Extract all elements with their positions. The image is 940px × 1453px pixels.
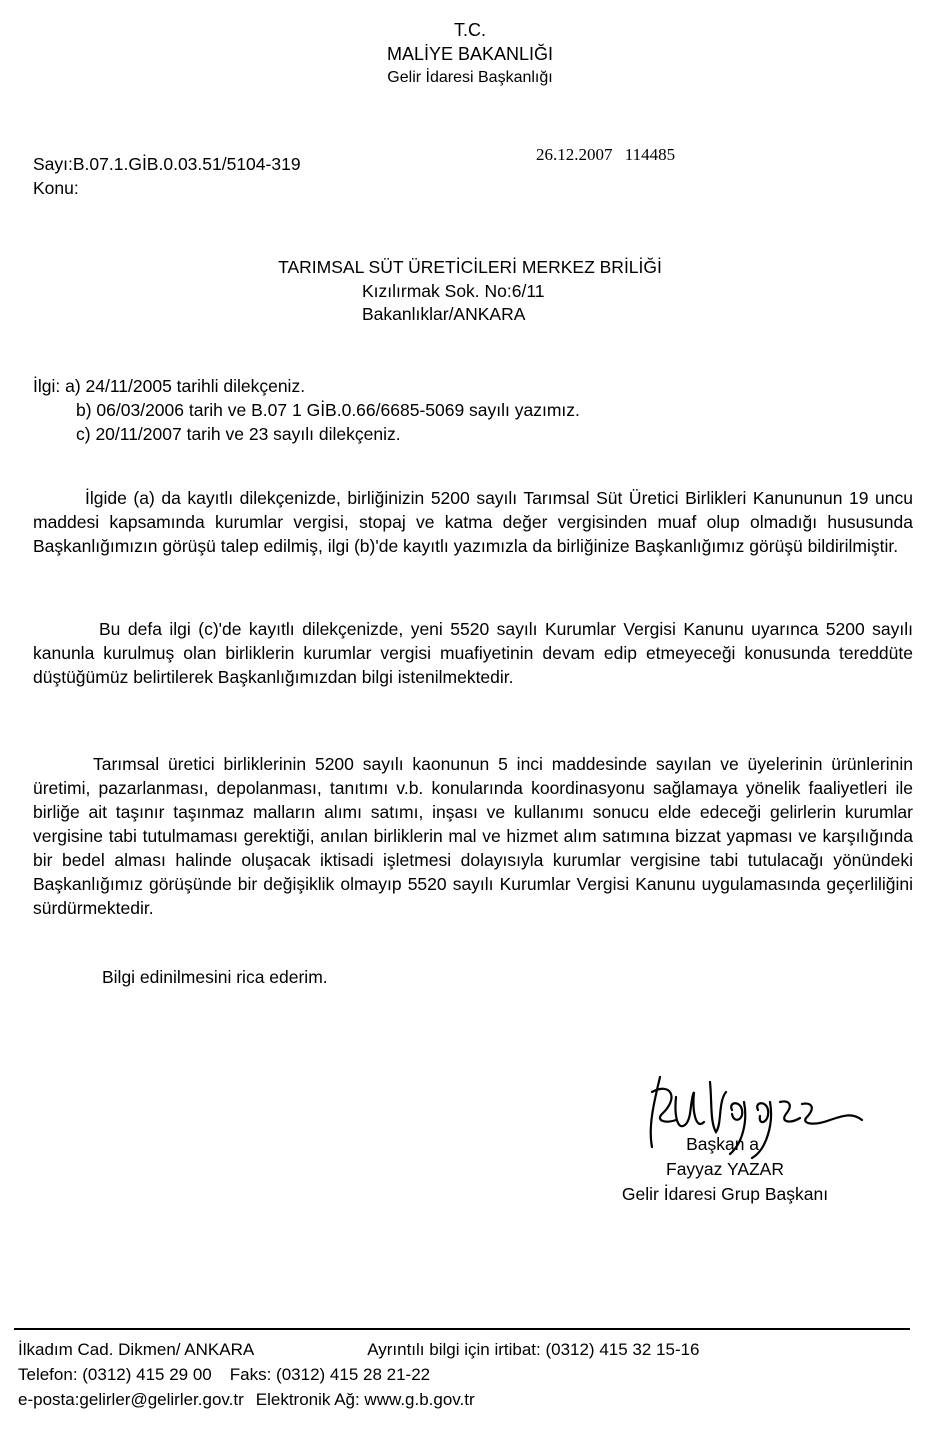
recipient-address-street: Kızılırmak Sok. No:6/11 [362, 280, 545, 301]
recipient-name: TARIMSAL SÜT ÜRETİCİLERİ MERKEZ BRİLİĞİ [278, 257, 662, 277]
footer-website[interactable]: Elektronik Ağ: www.g.b.gov.tr [255, 1390, 475, 1409]
reference-a: İlgi: a) 24/11/2005 tarihli dilekçeniz. [33, 376, 306, 396]
letterhead-ministry: MALİYE BAKANLIĞI [386, 44, 554, 64]
letterhead-department: Gelir İdaresi Başkanlığı [387, 69, 553, 86]
letterhead-line-tc: T.C. [453, 20, 486, 40]
footer-contact [18, 1337, 700, 1412]
paragraph-text: Bu defa ilgi (c)'de kayıtlı dilekçenizde, yeni 5520 sayılı Kurumlar Vergisi Kanunu uyarınca 5200 sayılı kanunla kurulmuş olan birliklerin kurumlar vergisi muafiyetinin devam edip etmeyeceği konusunda tereddüte düştüğümüz belirtilerek Başkanlığımızdan bilgi istenilmektedir. [33, 619, 913, 687]
reference-number: Sayı:B.07.1.GİB.0.03.51/5104-319 [33, 154, 301, 174]
closing-line: Bilgi edinilmesini rica ederim. [102, 967, 328, 987]
signature-block [580, 1132, 870, 1207]
date-stamp: 26.12.2007 114485 [536, 145, 676, 164]
footer-fax: Faks: (0312) 415 28 21-22 [229, 1365, 431, 1384]
paragraph-text: İlgide (a) da kayıtlı dilekçenizde, birliğinizin 5200 sayılı Tarımsal Süt Üretici Birlikleri Kanununun 19 uncu maddesi kapsamında kurumlar vergisi, stopaj ve katma değer vergisinden muaf olup olmadığı hususunda Başkanlığımızın görüşü talep edilmiş, ilgi (b)'de kayıtlı yazımızla da birliğinize Başkanlığımız görüşü bildirilmiştir. [33, 488, 913, 556]
reference-c: c) 20/11/2007 tarih ve 23 sayılı dilekçeniz. [76, 424, 401, 444]
reference-b: b) 06/03/2006 tarih ve B.07 1 GİB.0.66/6685-5069 sayılı yazımız. [76, 400, 580, 420]
signatory-name: Fayyaz YAZAR [666, 1159, 784, 1179]
footer-contact-info: Ayrıntılı bilgi için irtibat: (0312) 415 32 15-16 [367, 1340, 700, 1359]
signatory-title: Gelir İdaresi Grup Başkanı [621, 1184, 829, 1204]
footer-phone: Telefon: (0312) 415 29 00 [18, 1365, 212, 1384]
references-list [33, 374, 580, 446]
footer-email[interactable]: e-posta:gelirler@gelirler.gov.tr [18, 1390, 244, 1409]
letterhead [0, 18, 940, 90]
recipient-block [0, 256, 940, 327]
body-paragraph-3 [33, 752, 913, 920]
recipient-address-city: Bakanlıklar/ANKARA [362, 304, 526, 324]
paragraph-text: Tarımsal üretici birliklerinin 5200 sayılı kaonunun 5 inci maddesinde sayılan ve üyelerinin ürünlerinin üretimi, pazarlanması, depolanması, tanıtımı v.b. konularında koordinasyonu sağlamaya yönelik faaliyetleri ile birliğe ait taşınır taşınmaz malların alımı satımı, inşası ve kullanımı sonucu elde edeceği gelirlerin kurumlar vergisine tabi tutulmaması gerektiği, anılan birliklerin mal ve hizmet alım satımına bizzat yapması ve karşılığında bir bedel alması halinde oluşacak iktisadi işletmesi dolayısıyla kurumlar vergisine tabi tutulacağı yönündeki Başkanlığımız görüşünde bir değişiklik olmayıp 5520 sayılı Kurumlar Vergisi Kanunu uygulamasında geçerliliğini sürdürmektedir. [33, 754, 913, 918]
footer-divider [14, 1328, 910, 1330]
subject-label: Konu: [33, 178, 79, 198]
body-paragraph-2 [33, 617, 913, 689]
footer-address: İlkadım Cad. Dikmen/ ANKARA [18, 1340, 255, 1359]
body-paragraph-1 [33, 486, 913, 558]
signatory-role: Başkan a. [686, 1134, 764, 1154]
reference-block [33, 152, 301, 200]
